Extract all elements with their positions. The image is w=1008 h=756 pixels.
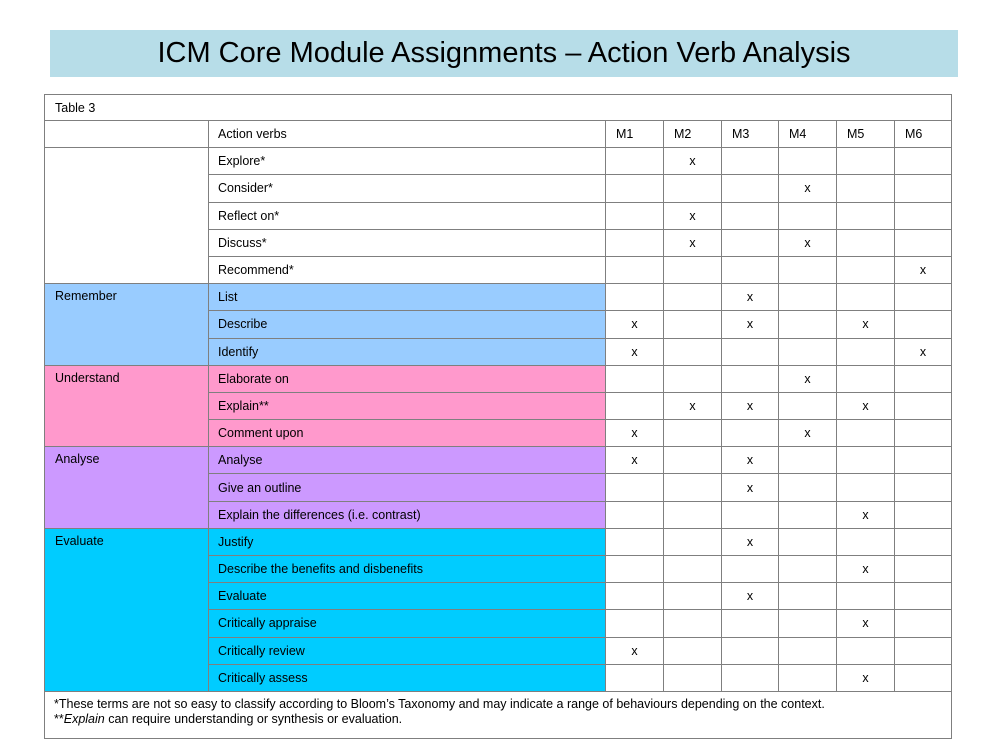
mark-cell-m3: x [722,311,779,338]
mark-cell-m6 [895,447,952,474]
mark-cell-m6 [895,664,952,691]
mark-cell-m5 [837,365,895,392]
mark-cell-m6 [895,420,952,447]
mark-cell-m3 [722,202,779,229]
footnote-2-prefix: ** [54,711,64,726]
header-m5: M5 [837,121,895,148]
mark-cell-m4 [779,664,837,691]
table-row [45,447,952,474]
slide-title-banner [50,30,958,77]
action-verb-cell: Justify [209,528,606,555]
mark-cell-m3 [722,610,779,637]
mark-cell-m5 [837,148,895,175]
mark-cell-m4: x [779,175,837,202]
mark-cell-m5 [837,637,895,664]
mark-cell-m3: x [722,528,779,555]
action-verb-cell: Elaborate on [209,365,606,392]
mark-cell-m1 [606,556,664,583]
mark-cell-m6 [895,202,952,229]
action-verb-cell: Reflect on* [209,202,606,229]
mark-cell-m3: x [722,447,779,474]
mark-cell-m2 [664,637,722,664]
table-header-row [45,121,952,148]
mark-cell-m1 [606,610,664,637]
mark-cell-m6 [895,583,952,610]
mark-cell-m2: x [664,148,722,175]
mark-cell-m2 [664,474,722,501]
mark-cell-m2 [664,583,722,610]
mark-cell-m1 [606,229,664,256]
mark-cell-m3 [722,175,779,202]
header-m4: M4 [779,121,837,148]
mark-cell-m5 [837,284,895,311]
category-unclassified [45,148,209,284]
action-verb-cell: Describe the benefits and disbenefits [209,556,606,583]
action-verb-cell: Explain** [209,392,606,419]
mark-cell-m5: x [837,664,895,691]
mark-cell-m5 [837,447,895,474]
mark-cell-m1 [606,284,664,311]
table-row [45,528,952,555]
mark-cell-m3: x [722,392,779,419]
mark-cell-m5 [837,338,895,365]
mark-cell-m6 [895,528,952,555]
mark-cell-m4 [779,392,837,419]
mark-cell-m4 [779,474,837,501]
action-verb-cell: Critically assess [209,664,606,691]
mark-cell-m2 [664,311,722,338]
mark-cell-m6 [895,392,952,419]
category-analyse: Analyse [45,447,209,529]
mark-cell-m4 [779,256,837,283]
mark-cell-m1 [606,392,664,419]
action-verb-cell: Consider* [209,175,606,202]
mark-cell-m1 [606,365,664,392]
category-remember: Remember [45,284,209,366]
mark-cell-m2 [664,175,722,202]
mark-cell-m1: x [606,311,664,338]
category-understand: Understand [45,365,209,447]
action-verb-cell: Critically appraise [209,610,606,637]
mark-cell-m1: x [606,338,664,365]
mark-cell-m6 [895,175,952,202]
mark-cell-m3 [722,338,779,365]
mark-cell-m5 [837,474,895,501]
mark-cell-m2 [664,610,722,637]
mark-cell-m2 [664,556,722,583]
mark-cell-m4 [779,528,837,555]
mark-cell-m1 [606,175,664,202]
mark-cell-m6 [895,474,952,501]
mark-cell-m6 [895,229,952,256]
mark-cell-m5 [837,256,895,283]
mark-cell-m4 [779,501,837,528]
mark-cell-m2 [664,420,722,447]
action-verb-cell: Comment upon [209,420,606,447]
mark-cell-m5: x [837,311,895,338]
mark-cell-m4 [779,148,837,175]
header-m6: M6 [895,121,952,148]
mark-cell-m4 [779,610,837,637]
mark-cell-m2 [664,447,722,474]
mark-cell-m3 [722,420,779,447]
action-verb-cell: Give an outline [209,474,606,501]
action-verb-table [44,94,952,739]
mark-cell-m2 [664,501,722,528]
mark-cell-m3 [722,229,779,256]
mark-cell-m6 [895,501,952,528]
action-verb-cell: Critically review [209,637,606,664]
mark-cell-m3 [722,637,779,664]
mark-cell-m6: x [895,338,952,365]
action-verb-cell: Identify [209,338,606,365]
mark-cell-m5: x [837,610,895,637]
mark-cell-m6 [895,637,952,664]
mark-cell-m5 [837,420,895,447]
mark-cell-m1 [606,583,664,610]
mark-cell-m3: x [722,474,779,501]
header-action-verbs: Action verbs [209,121,606,148]
mark-cell-m4 [779,284,837,311]
mark-cell-m4 [779,447,837,474]
mark-cell-m4: x [779,229,837,256]
mark-cell-m3: x [722,284,779,311]
mark-cell-m2: x [664,392,722,419]
action-verb-cell: Evaluate [209,583,606,610]
mark-cell-m4 [779,583,837,610]
footnote-2 [54,712,943,727]
mark-cell-m1 [606,148,664,175]
mark-cell-m6: x [895,256,952,283]
mark-cell-m1 [606,256,664,283]
action-verb-cell: Explain the differences (i.e. contrast) [209,501,606,528]
mark-cell-m2 [664,664,722,691]
mark-cell-m4 [779,556,837,583]
header-m1: M1 [606,121,664,148]
mark-cell-m3 [722,501,779,528]
mark-cell-m5 [837,202,895,229]
slide-title: ICM Core Module Assignments – Action Verb Analysis [157,37,851,69]
action-verb-cell: Discuss* [209,229,606,256]
action-verb-cell: Analyse [209,447,606,474]
mark-cell-m6 [895,284,952,311]
header-m3: M3 [722,121,779,148]
footnote-1: *These terms are not so easy to classify according to Bloom’s Taxonomy and may indicate a range of behaviours depending on the context. [54,696,825,711]
mark-cell-m6 [895,365,952,392]
mark-cell-m1 [606,501,664,528]
mark-cell-m1: x [606,420,664,447]
mark-cell-m1: x [606,447,664,474]
mark-cell-m1 [606,474,664,501]
mark-cell-m6 [895,148,952,175]
mark-cell-m6 [895,311,952,338]
table-row [45,365,952,392]
mark-cell-m3 [722,664,779,691]
footnote-2-italic: Explain [63,711,105,726]
mark-cell-m2 [664,256,722,283]
mark-cell-m1: x [606,637,664,664]
mark-cell-m4: x [779,420,837,447]
mark-cell-m2: x [664,202,722,229]
mark-cell-m4 [779,311,837,338]
action-verb-cell: Explore* [209,148,606,175]
mark-cell-m1 [606,528,664,555]
table-row [45,148,952,175]
mark-cell-m2: x [664,229,722,256]
mark-cell-m3: x [722,583,779,610]
action-verb-cell: Describe [209,311,606,338]
mark-cell-m3 [722,365,779,392]
action-verb-cell: List [209,284,606,311]
mark-cell-m2 [664,338,722,365]
mark-cell-m4 [779,637,837,664]
mark-cell-m5 [837,175,895,202]
mark-cell-m5: x [837,501,895,528]
mark-cell-m5 [837,583,895,610]
mark-cell-m2 [664,284,722,311]
mark-cell-m5: x [837,556,895,583]
notes-row [45,691,952,738]
header-empty-cell [45,121,209,148]
header-m2: M2 [664,121,722,148]
table-caption: Table 3 [45,95,952,121]
table-row [45,284,952,311]
mark-cell-m2 [664,365,722,392]
footnote-2-rest: can require understanding or synthesis or evaluation. [104,711,403,726]
mark-cell-m6 [895,610,952,637]
mark-cell-m1 [606,664,664,691]
mark-cell-m4 [779,338,837,365]
mark-cell-m5 [837,528,895,555]
mark-cell-m5: x [837,392,895,419]
mark-cell-m3 [722,256,779,283]
footnotes [45,691,952,738]
mark-cell-m3 [722,148,779,175]
action-verb-cell: Recommend* [209,256,606,283]
mark-cell-m4 [779,202,837,229]
mark-cell-m6 [895,556,952,583]
mark-cell-m4: x [779,365,837,392]
mark-cell-m2 [664,528,722,555]
mark-cell-m3 [722,556,779,583]
mark-cell-m1 [606,202,664,229]
category-evaluate: Evaluate [45,528,209,691]
mark-cell-m5 [837,229,895,256]
